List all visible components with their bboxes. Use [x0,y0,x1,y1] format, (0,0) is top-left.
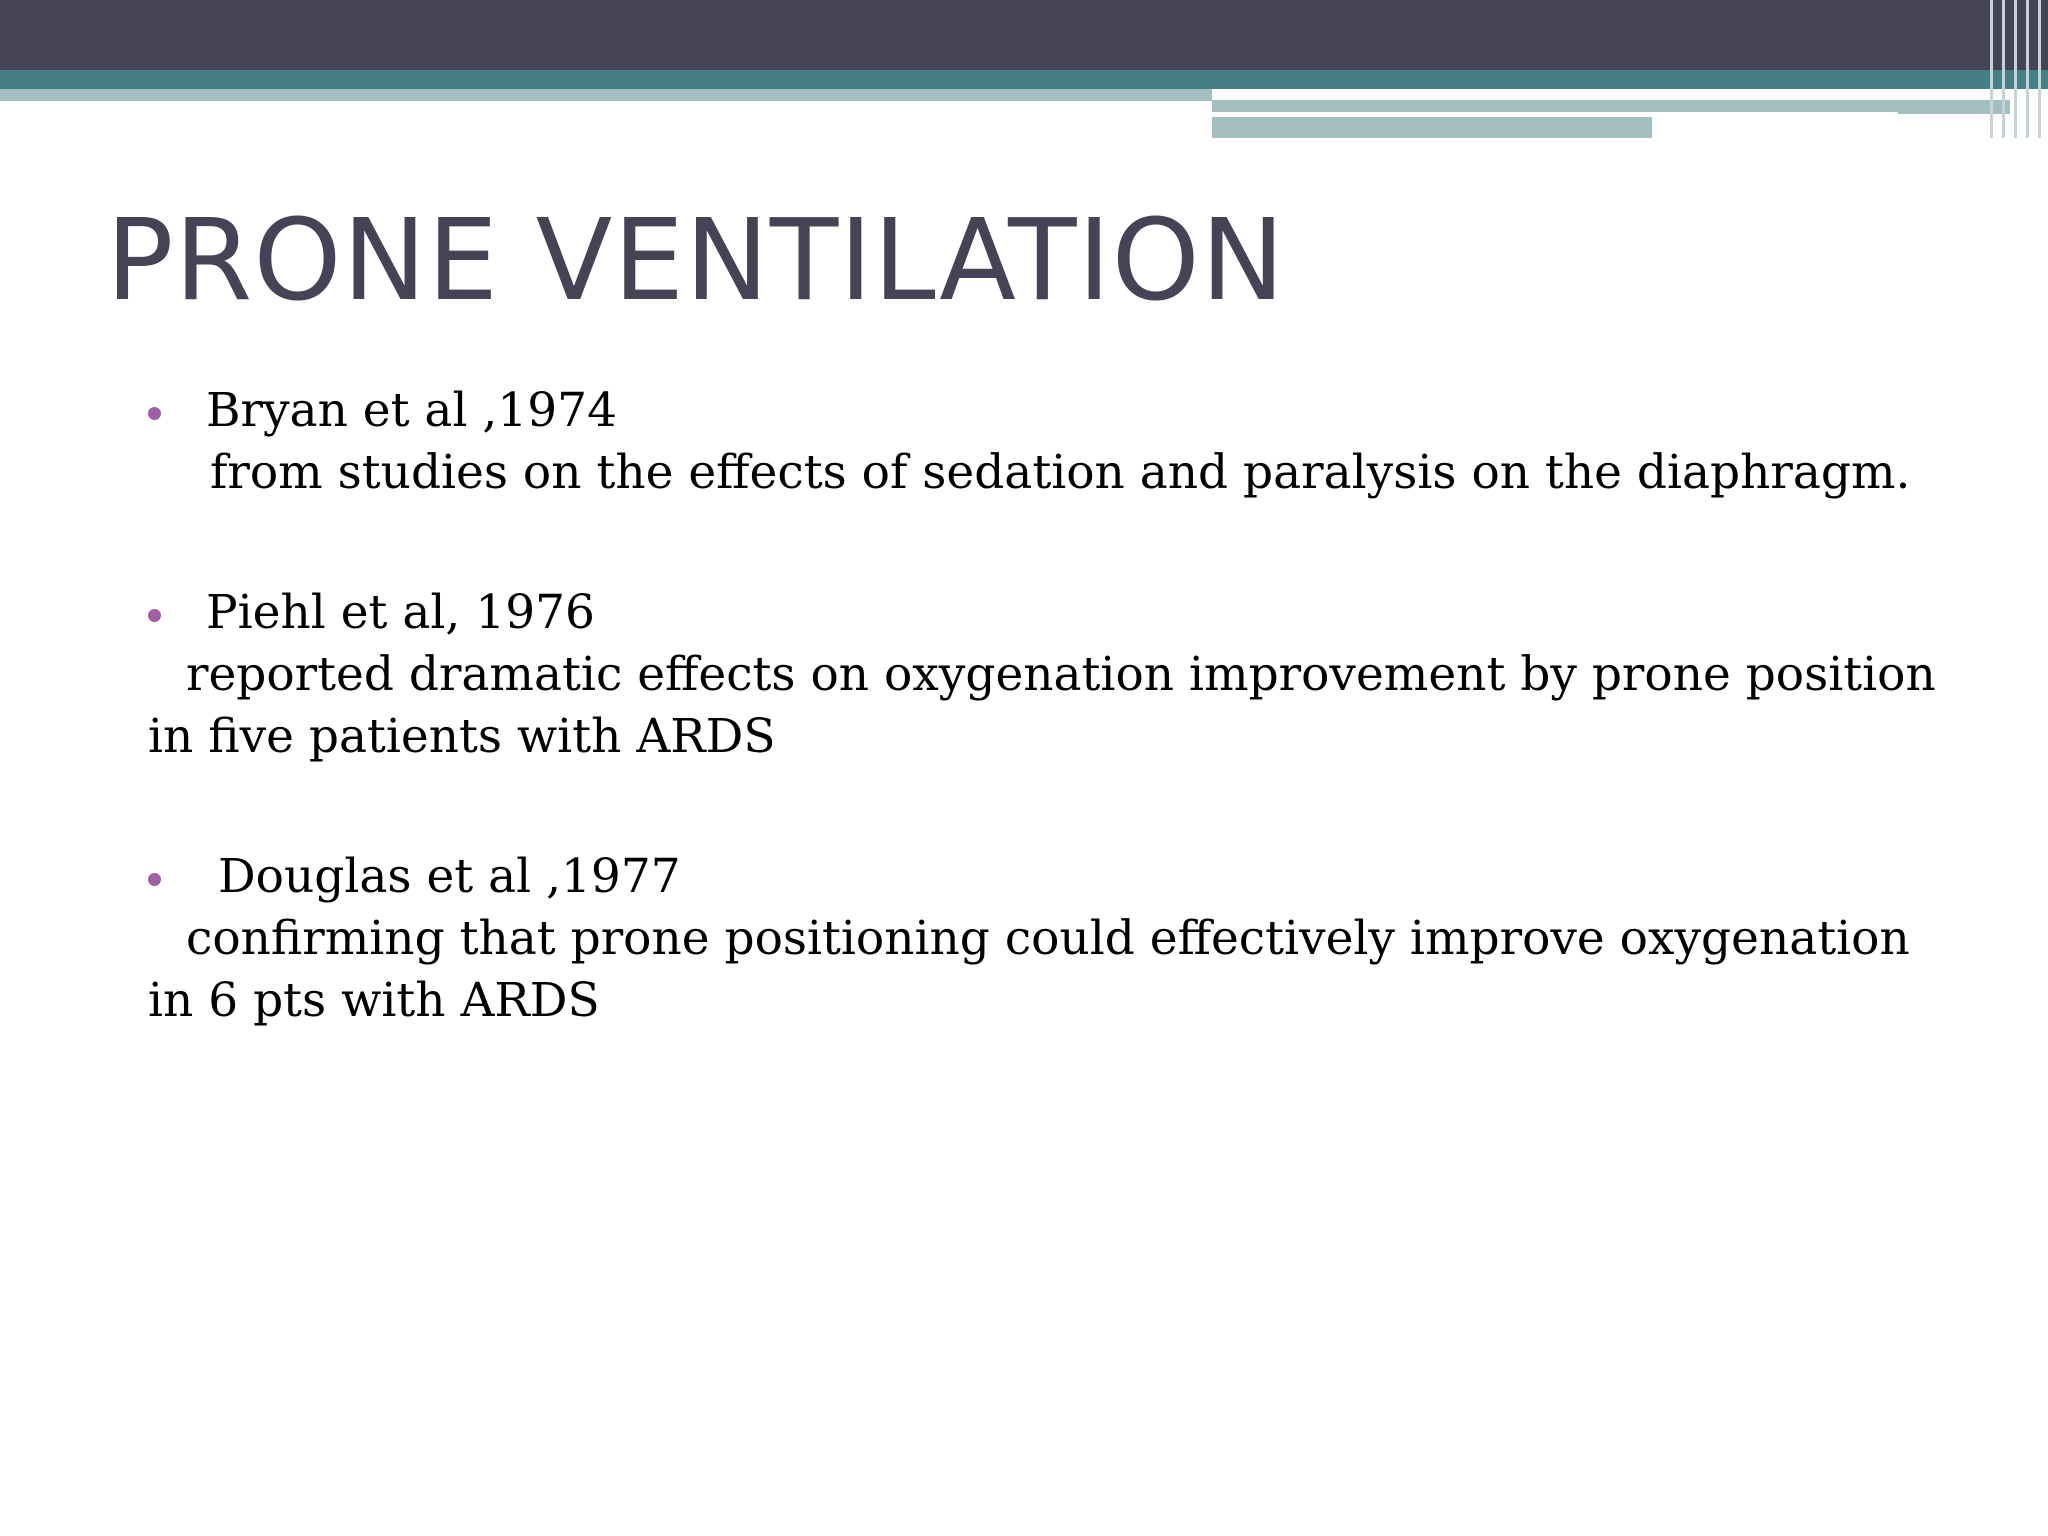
list-item [148,380,1948,504]
bullet-dot-icon [148,873,161,886]
header-stripe [2026,0,2029,138]
header-light-band-left [0,89,1212,101]
header-stripe [2002,0,2005,138]
list-item [148,846,1948,1032]
reference-author: Piehl et al, 1976 [206,585,595,640]
bullet-row [148,846,1948,908]
header-dark-band [0,0,2048,70]
reference-description: reported dramatic effects on oxygenation improvement by prone position in five patients with ARDS [148,647,1936,764]
slide-body [148,380,1948,1110]
reference-description: from studies on the effects of sedation and paralysis on the diaphragm. [210,445,1911,500]
reference-author: Bryan et al ,1974 [206,383,617,438]
bullet-dot-icon [148,407,161,420]
header-teal-band [0,70,2048,89]
slide-title: PRONE VENTILATION [106,196,1286,326]
bullet-row [148,582,1948,644]
header-stripe [2038,0,2041,138]
reference-author: Douglas et al ,1977 [218,849,681,904]
bullet-row [148,380,1948,442]
header-light-band-lower [1212,117,1652,138]
header-stripe [2014,0,2017,138]
header-stripe [1990,0,1993,138]
reference-description: confirming that prone positioning could effectively improve oxygenation in 6 pts with ARDS [148,911,1910,1028]
bullet-dot-icon [148,609,161,622]
list-item [148,582,1948,768]
